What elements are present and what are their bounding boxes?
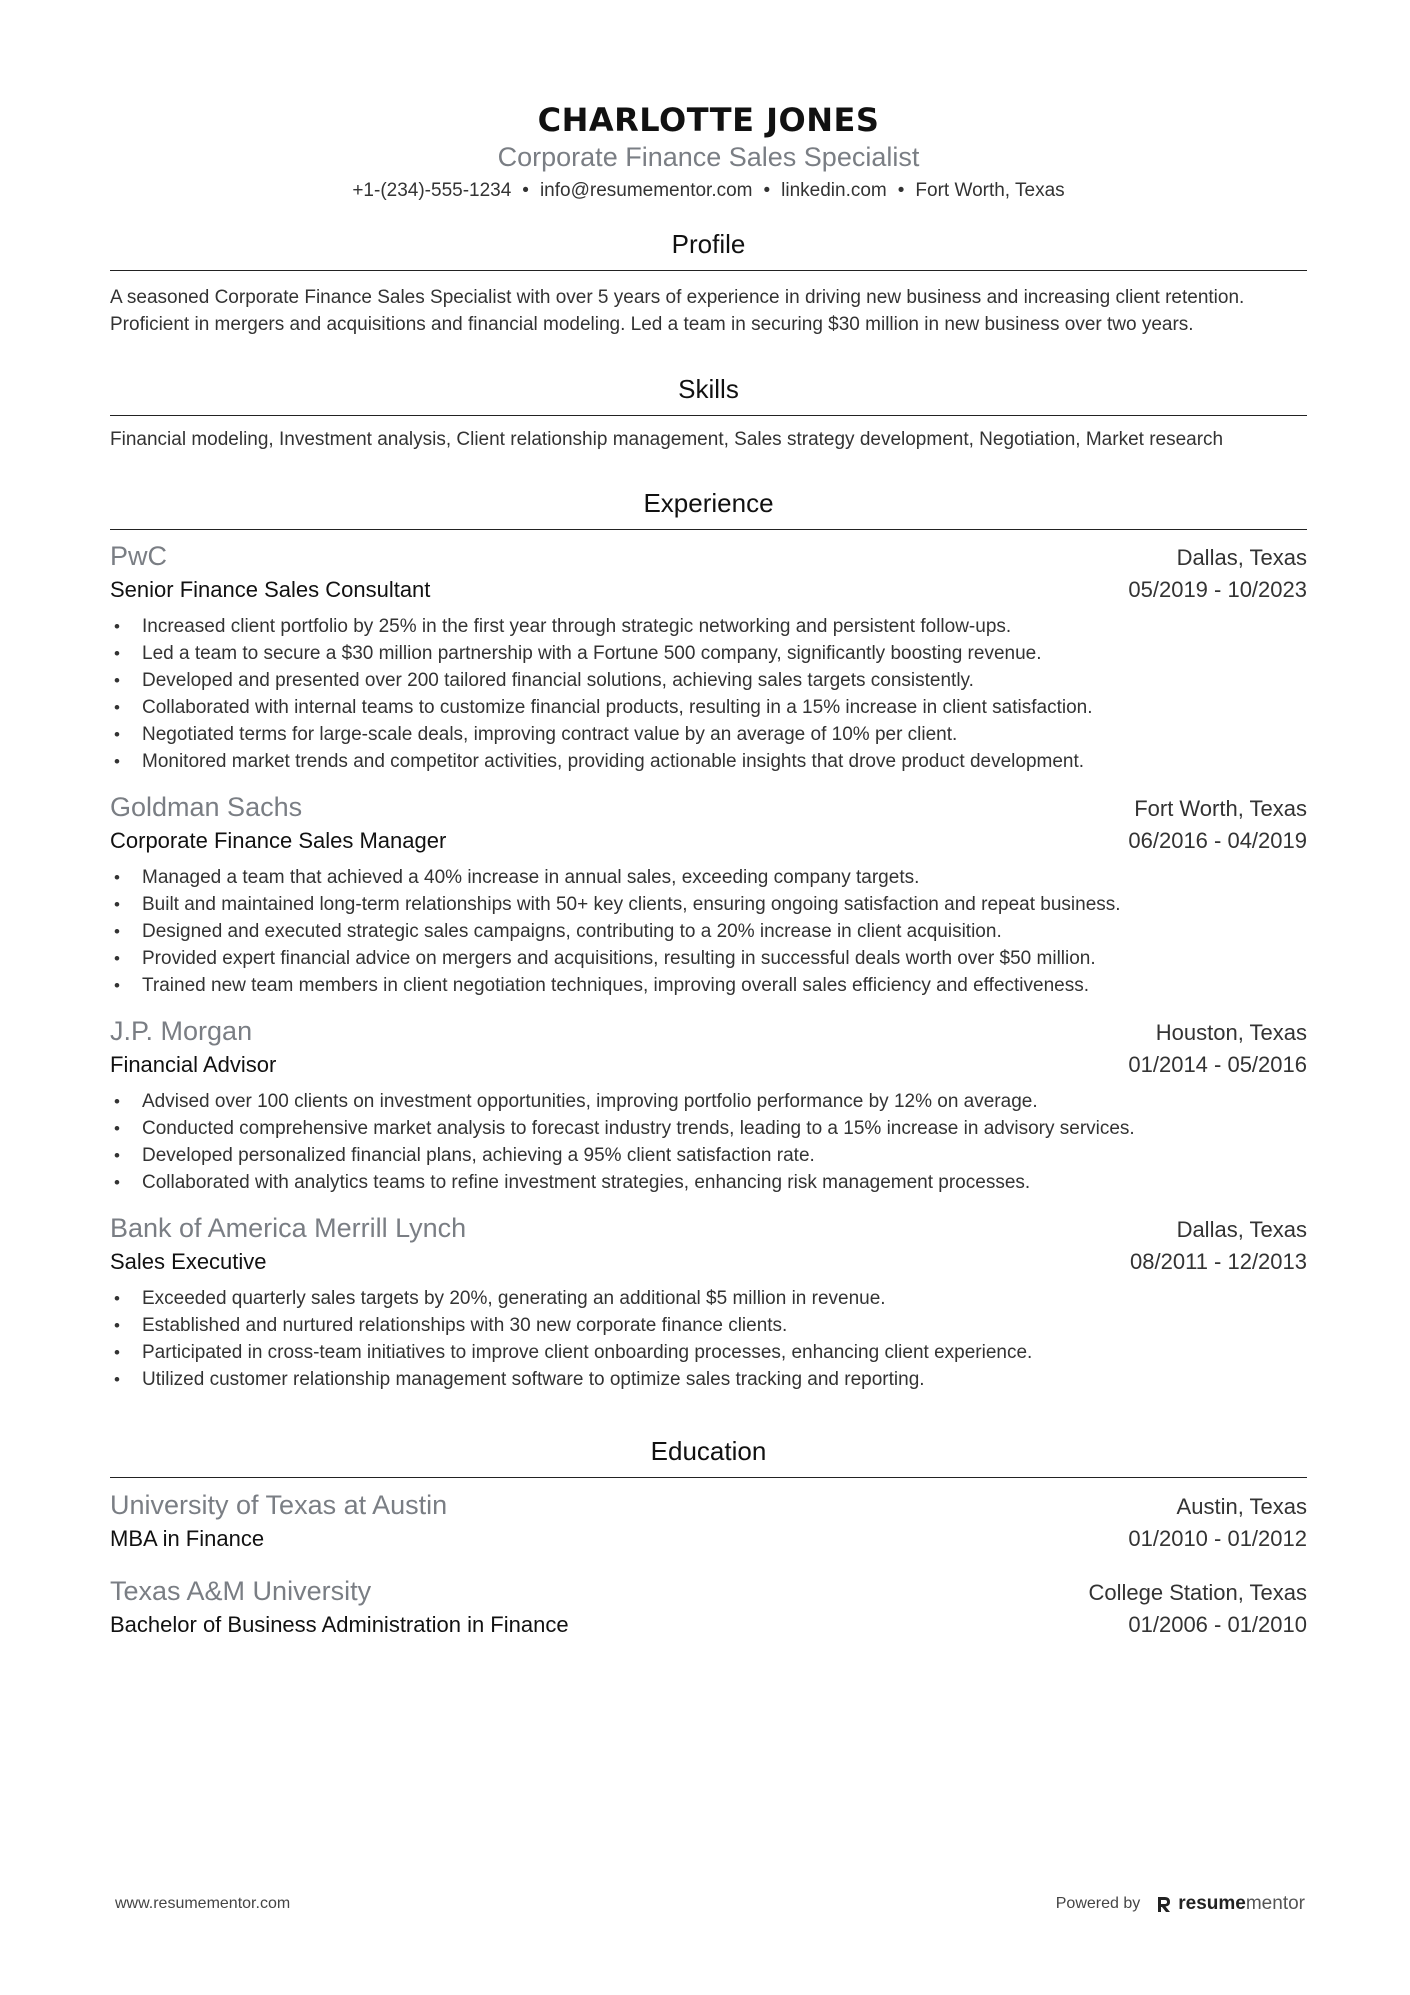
contact-email[interactable]: info@resumementor.com (539, 180, 753, 201)
profile-section (110, 228, 1307, 338)
degree-name: Bachelor of Business Administration in Finance (110, 1612, 569, 1637)
job-bullets (110, 1285, 1307, 1393)
school-name: Texas A&M University (110, 1576, 372, 1606)
list-item: • Collaborated with internal teams to customize financial products, resulting in a 15% increase in client satisfaction. (110, 694, 1307, 721)
section-title-profile: Profile (671, 229, 746, 259)
education-entry (110, 1488, 1307, 1554)
skills-section (110, 373, 1307, 452)
school-location: Austin, Texas (1176, 1494, 1307, 1519)
job-location: Houston, Texas (1155, 1020, 1307, 1045)
company-name: Goldman Sachs (110, 792, 303, 822)
job-bullets (110, 613, 1307, 775)
company-name: PwC (110, 541, 168, 571)
job-location: Dallas, Texas (1176, 545, 1307, 570)
experience-section (110, 487, 1307, 1393)
contact-line (110, 178, 1307, 204)
job-entry (110, 790, 1307, 999)
section-divider (110, 270, 1307, 271)
section-title-experience: Experience (643, 488, 774, 518)
profile-text: A seasoned Corporate Finance Sales Specialist with over 5 years of experience in driving new business and increasing client retention. Proficient in mergers and acquisitions and financial modeling. Led a team in securing $30 million in new business over two years. (110, 287, 1245, 335)
bullet-separator: • (522, 180, 529, 201)
list-item: • Managed a team that achieved a 40% increase in annual sales, exceeding company targets. (110, 864, 1307, 891)
candidate-name: CHARLOTTE JONES (537, 101, 880, 139)
section-divider (110, 1477, 1307, 1478)
job-dates: 05/2019 - 10/2023 (1128, 577, 1307, 602)
list-item: • Conducted comprehensive market analysis to forecast industry trends, leading to a 15% increase in advisory services. (110, 1115, 1307, 1142)
school-location: College Station, Texas (1088, 1580, 1307, 1605)
footer-website-link[interactable]: www.resumementor.com (115, 1895, 291, 1912)
powered-by-label: Powered by (1055, 1895, 1141, 1912)
company-name: J.P. Morgan (110, 1016, 253, 1046)
resume-page (110, 0, 1307, 1640)
job-location: Fort Worth, Texas (1134, 796, 1307, 821)
company-name: Bank of America Merrill Lynch (110, 1213, 467, 1243)
list-item: • Advised over 100 clients on investment opportunities, improving portfolio performance by 12% on average. (110, 1088, 1307, 1115)
list-item: • Increased client portfolio by 25% in the first year through strategic networking and persistent follow-ups. (110, 613, 1307, 640)
skills-text: Financial modeling, Investment analysis, Client relationship management, Sales strategy development, Negotiation, Market research (110, 429, 1224, 450)
resume-header (110, 0, 1307, 204)
job-title: Sales Executive (110, 1249, 267, 1274)
job-bullets (110, 1088, 1307, 1196)
bullet-separator: • (763, 180, 771, 201)
job-dates: 06/2016 - 04/2019 (1128, 828, 1307, 853)
degree-name: MBA in Finance (110, 1526, 265, 1551)
school-name: University of Texas at Austin (110, 1490, 448, 1520)
contact-linkedin[interactable]: linkedin.com (781, 180, 887, 201)
job-entry (110, 1014, 1307, 1196)
list-item: • Exceeded quarterly sales targets by 20%, generating an additional $5 million in revenue. (110, 1285, 1307, 1312)
brand-logo[interactable] (1156, 1893, 1305, 1915)
list-item: • Utilized customer relationship management software to optimize sales tracking and reporting. (110, 1366, 1307, 1393)
candidate-role: Corporate Finance Sales Specialist (497, 142, 920, 172)
education-section (110, 1435, 1307, 1640)
education-dates: 01/2006 - 01/2010 (1128, 1612, 1307, 1637)
list-item: • Led a team to secure a $30 million partnership with a Fortune 500 company, significantly boosting revenue. (110, 640, 1307, 667)
job-entry (110, 539, 1307, 775)
section-divider (110, 415, 1307, 416)
page-footer (115, 1893, 1305, 1915)
list-item: • Negotiated terms for large-scale deals, improving contract value by an average of 10% per client. (110, 721, 1307, 748)
education-dates: 01/2010 - 01/2012 (1128, 1526, 1307, 1551)
list-item: • Developed personalized financial plans, achieving a 95% client satisfaction rate. (110, 1142, 1307, 1169)
bullet-separator: • (897, 180, 905, 201)
list-item: • Trained new team members in client negotiation techniques, improving overall sales efficiency and effectiveness. (110, 972, 1307, 999)
education-entry (110, 1574, 1307, 1640)
job-entry (110, 1211, 1307, 1393)
job-title: Senior Finance Sales Consultant (110, 577, 431, 602)
list-item: • Monitored market trends and competitor activities, providing actionable insights that drove product development. (110, 748, 1307, 775)
section-title-skills: Skills (678, 374, 739, 404)
contact-phone: +1-(234)-555-1234 (352, 180, 512, 201)
list-item: • Participated in cross-team initiatives to improve client onboarding processes, enhancing client experience. (110, 1339, 1307, 1366)
job-title: Corporate Finance Sales Manager (110, 828, 447, 853)
job-title: Financial Advisor (110, 1052, 277, 1077)
job-location: Dallas, Texas (1176, 1217, 1307, 1242)
section-divider (110, 529, 1307, 530)
brand-name-bold: resume (1178, 1893, 1246, 1914)
section-title-education: Education (650, 1436, 767, 1466)
contact-location: Fort Worth, Texas (915, 180, 1065, 201)
job-dates: 08/2011 - 12/2013 (1130, 1249, 1307, 1274)
job-bullets (110, 864, 1307, 999)
list-item: • Collaborated with analytics teams to refine investment strategies, enhancing risk management processes. (110, 1169, 1307, 1196)
list-item: • Provided expert financial advice on mergers and acquisitions, resulting in successful deals worth over $50 million. (110, 945, 1307, 972)
resumementor-logo-icon (1156, 1895, 1172, 1913)
list-item: • Built and maintained long-term relationships with 50+ key clients, ensuring ongoing satisfaction and repeat business. (110, 891, 1307, 918)
job-dates: 01/2014 - 05/2016 (1128, 1052, 1307, 1077)
list-item: • Established and nurtured relationships with 30 new corporate finance clients. (110, 1312, 1307, 1339)
list-item: • Designed and executed strategic sales campaigns, contributing to a 20% increase in client acquisition. (110, 918, 1307, 945)
brand-name-light: mentor (1245, 1893, 1305, 1914)
list-item: • Developed and presented over 200 tailored financial solutions, achieving sales targets consistently. (110, 667, 1307, 694)
powered-by (1056, 1893, 1305, 1915)
